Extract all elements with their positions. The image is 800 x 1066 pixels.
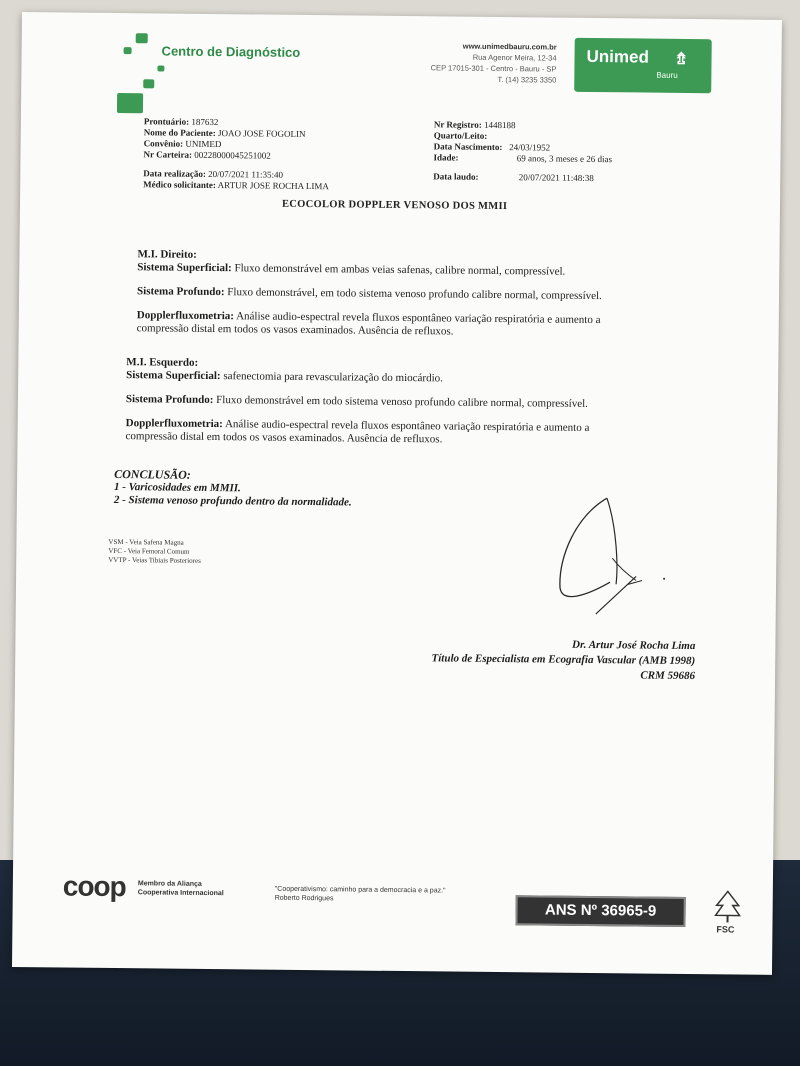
handwritten-signature [546, 496, 677, 627]
unimed-name: Unimed [586, 46, 650, 67]
left-profundo-text: Fluxo demonstrável em todo sistema venoso profundo calibre normal, compressível. [216, 394, 589, 410]
right-doppler-label: Dopplerfluxometria: [136, 309, 235, 323]
laudo-label: Data laudo: [433, 171, 479, 182]
abbreviation-item: VVTP - Veias Tibiais Posteriores [108, 555, 201, 565]
convenio-label: Convênio: [143, 138, 184, 149]
coop-quote [275, 885, 446, 905]
clinic-street: Rua Agenor Meira, 12-34 [472, 52, 557, 63]
report-title: ECOCOLOR DOPPLER VENOSO DOS MMII [281, 198, 508, 213]
realizacao-label: Data realização: [143, 168, 206, 179]
registro-label: Nr Registro: [433, 119, 482, 130]
nome-value: JOAO JOSE FOGOLIN [217, 128, 306, 139]
carteira-label: Nr Carteira: [143, 149, 193, 160]
right-profundo-label: Sistema Profundo: [137, 285, 225, 299]
report-sheet [12, 12, 782, 975]
idade-value: 69 anos, 3 meses e 26 dias [516, 153, 613, 165]
right-superficial-label: Sistema Superficial: [137, 261, 232, 275]
doctor-crm: CRM 59686 [640, 669, 696, 683]
conclusion-item-2: 2 - Sistema venoso profundo dentro da normalidade. [113, 493, 352, 509]
clinic-address [401, 40, 556, 86]
left-superficial-text: safenectomia para revascularização do miocárdio. [223, 370, 443, 385]
abbreviation-item: VSM - Veia Safena Magna [108, 537, 184, 547]
clinic-site: www.unimedbauru.com.br [462, 41, 557, 52]
conclusion-section [114, 468, 352, 509]
doctor-name: Dr. Artur José Rocha Lima [571, 638, 696, 653]
left-profundo-label: Sistema Profundo: [125, 393, 214, 407]
registro-value: 1448188 [483, 119, 516, 131]
nascimento-label: Data Nascimento: [433, 141, 503, 153]
coop-sub-2: Cooperativa Internacional [137, 889, 224, 898]
convenio-value: UNIMED [185, 138, 222, 150]
quarto-label: Quarto/Leito: [433, 130, 488, 141]
nome-label: Nome do Paciente: [143, 127, 216, 139]
unimed-city: Bauru [656, 70, 678, 80]
unimed-logo [574, 38, 712, 93]
doctor-signature-block [345, 635, 695, 684]
coop-logo: coop [62, 870, 126, 903]
prontuario-label: Prontuário: [143, 116, 190, 127]
realizacao-value: 20/07/2021 11:35:40 [208, 168, 284, 180]
centro-logo-icon [117, 33, 168, 114]
right-doppler-text-1: Análise audio-espectral revela fluxos espontâneo variação respiratória e aumento a [236, 310, 601, 327]
left-leg-section [125, 356, 590, 448]
left-superficial-label: Sistema Superficial: [126, 369, 221, 383]
ans-badge: ANS Nº 36965-9 [515, 895, 685, 927]
clinic-phone: T. (14) 3235 3350 [497, 74, 557, 85]
coop-sub-1: Membro da Aliança [137, 880, 202, 888]
conclusion-heading: CONCLUSÃO: [114, 466, 191, 482]
medico-value: ARTUR JOSE ROCHA LIMA [217, 180, 329, 192]
centro-brand-name: Centro de Diagnóstico [161, 43, 301, 60]
right-heading: M.I. Direito: [137, 248, 197, 261]
abbreviations-list [108, 538, 201, 566]
fsc-label: FSC [716, 924, 735, 935]
left-doppler-text-2: compressão distal em todos os vasos examinados. Ausência de refluxos. [125, 430, 443, 446]
medico-label: Médico solicitante: [143, 179, 216, 191]
left-doppler-label: Dopplerfluxometria: [125, 417, 223, 431]
idade-label: Idade: [433, 152, 459, 163]
doctor-specialty: Título de Especialista em Ecografia Vascular (AMB 1998) [431, 652, 696, 668]
nascimento-value: 24/03/1952 [509, 142, 551, 153]
right-superficial-text: Fluxo demonstrável em ambas veias safenas, calibre normal, compressível. [234, 262, 566, 278]
coop-membership [138, 879, 224, 898]
quote-text: "Cooperativismo: caminho para a democracia e a paz." [274, 885, 446, 895]
carteira-value: 00228000045251002 [194, 149, 271, 161]
unimed-tree-icon: ⇯ [674, 50, 689, 68]
abbreviation-item: VFC - Veia Femoral Comum [108, 546, 190, 556]
clinic-cep: CEP 17015-301 - Centro - Bauru - SP [430, 63, 557, 74]
right-doppler-text-2: compressão distal em todos os vasos examinados. Ausência de refluxos. [136, 322, 454, 338]
right-profundo-text: Fluxo demonstrável, em todo sistema venoso profundo calibre normal, compressível. [227, 286, 602, 303]
quote-author: Roberto Rodrigues [274, 894, 334, 903]
prontuario-value: 187632 [191, 116, 219, 128]
left-heading: M.I. Esquerdo: [126, 356, 199, 369]
patient-info-left [143, 116, 329, 192]
fsc-tree-icon [712, 889, 742, 923]
laudo-value: 20/07/2021 11:48:38 [518, 172, 594, 183]
conclusion-item-1: 1 - Varicosidades em MMII. [113, 480, 241, 495]
left-doppler-text-1: Análise audio-espectral revela fluxos espontâneo variação respiratória e aumento a [224, 418, 590, 434]
patient-info-right [433, 119, 612, 184]
right-leg-section [137, 248, 603, 340]
